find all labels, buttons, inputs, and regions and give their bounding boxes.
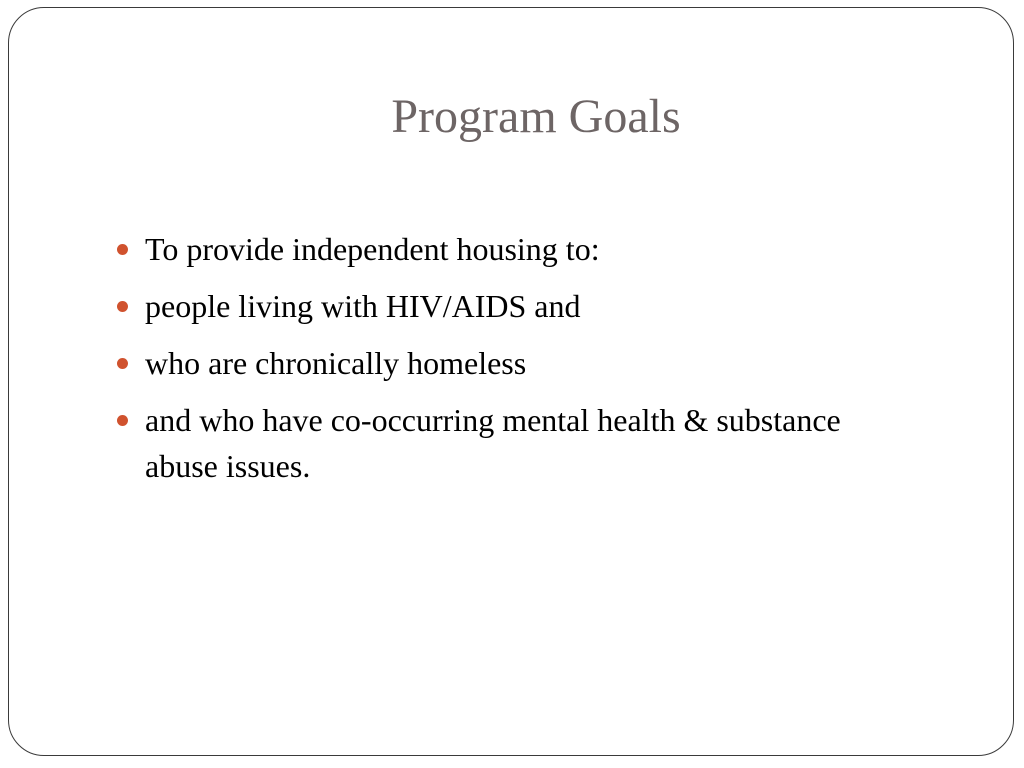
bullet-text: who are chronically homeless bbox=[145, 345, 527, 381]
bullet-item bbox=[115, 340, 915, 386]
bullet-text: To provide independent housing to: bbox=[145, 231, 600, 267]
bullet-item bbox=[115, 283, 915, 329]
bullet-dot-icon bbox=[117, 244, 128, 255]
bullet-text: people living with HIV/AIDS and bbox=[145, 288, 581, 324]
bullet-item bbox=[115, 226, 915, 272]
bullet-dot-icon bbox=[117, 358, 128, 369]
bullet-item bbox=[115, 397, 915, 489]
bullet-dot-icon bbox=[117, 301, 128, 312]
bullet-text: and who have co-occurring mental health & substance abuse issues. bbox=[145, 402, 841, 484]
bullet-dot-icon bbox=[117, 415, 128, 426]
slide-title: Program Goals bbox=[391, 90, 681, 143]
bullet-list bbox=[115, 226, 915, 500]
